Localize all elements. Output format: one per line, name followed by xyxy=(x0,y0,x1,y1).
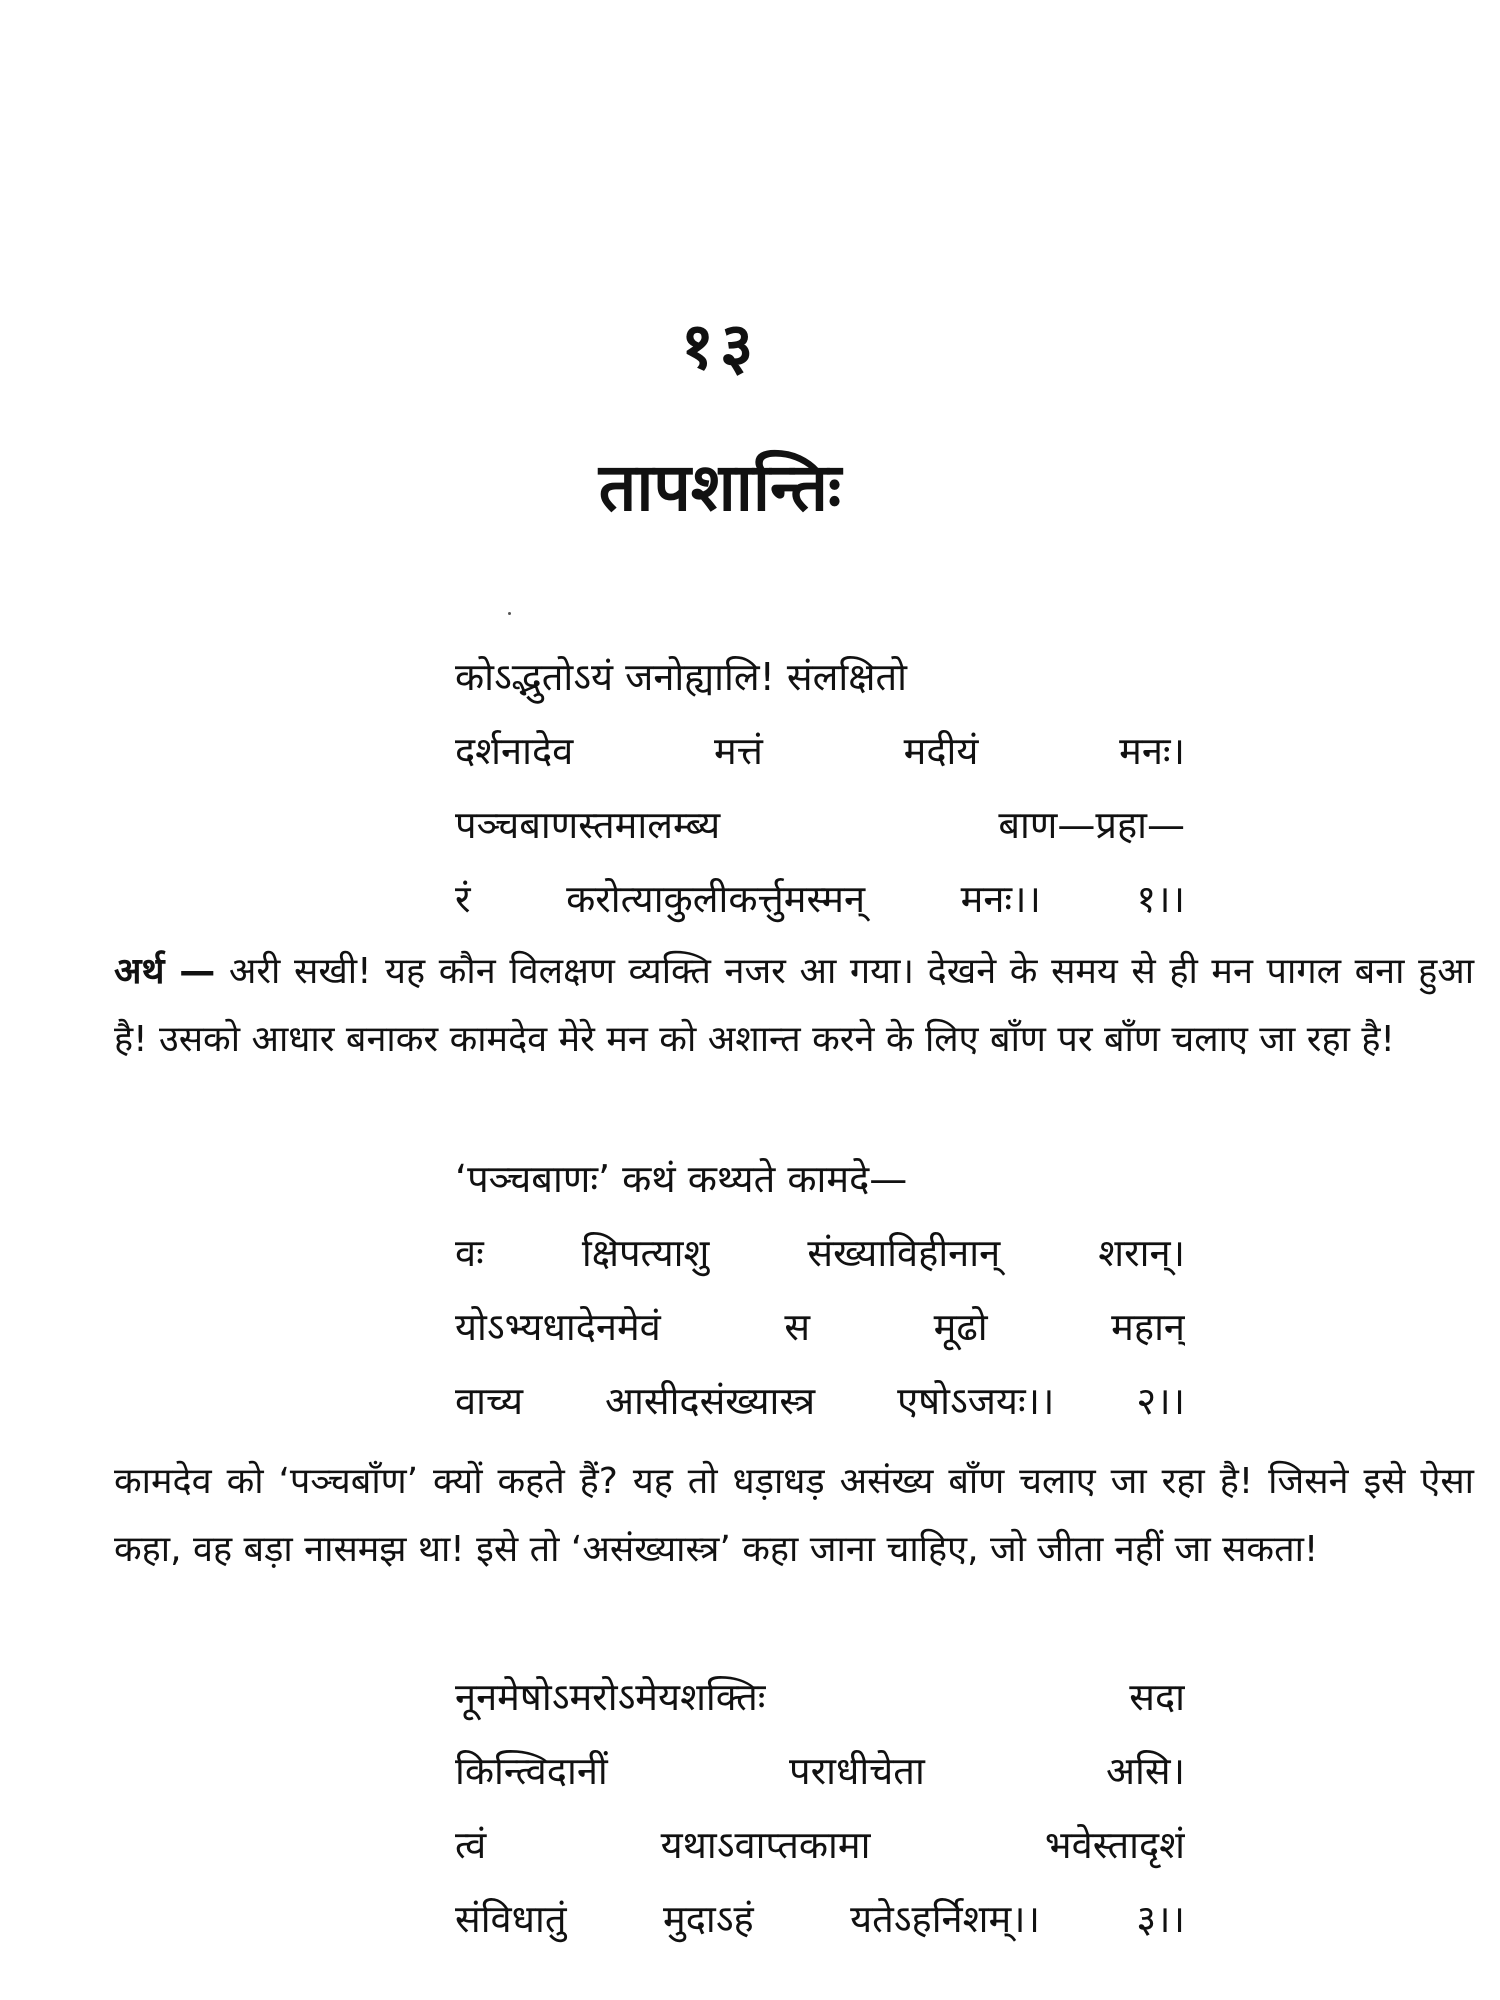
verse-line: रं करोत्याकुलीकर्त्तुमस्मन् मनः।। १।। xyxy=(455,877,1185,921)
meaning-paragraph-2 xyxy=(24,1448,1474,1584)
verse-line: वः क्षिपत्याशु संख्याविहीनान् शरान्। xyxy=(455,1231,1185,1275)
verse-line: संविधातुं मुदाऽहं यतेऽहर्निशम्।। ३।। xyxy=(455,1897,1185,1941)
chapter-number: १३ xyxy=(680,310,760,384)
verse-line: पञ्चबाणस्तमालम्ब्य बाण—प्रहा— xyxy=(455,803,1185,847)
chapter-title: तापशान्तिः xyxy=(598,449,842,526)
verse-line: त्वं यथाऽवाप्तकामा भवेस्तादृशं xyxy=(455,1823,1185,1867)
verse-line: दर्शनादेव मत्तं मदीयं मनः। xyxy=(455,729,1185,773)
verse-line: कोऽद्भुतोऽयं जनोह्यालि! संलक्षितो xyxy=(455,655,907,699)
verse-2 xyxy=(455,1142,1185,1438)
meaning-paragraph-1 xyxy=(24,938,1474,1074)
print-speck xyxy=(508,612,511,615)
verse-line: वाच्य आसीदसंख्यास्त्र एषोऽजयः।। २।। xyxy=(455,1379,1185,1423)
verse-line: ‘पञ्चबाणः’ कथं कथ्यते कामदे— xyxy=(455,1157,908,1201)
meaning-label: अर्थ — xyxy=(114,951,216,992)
verse-line: नूनमेषोऽमरोऽमेयशक्तिः सदा xyxy=(455,1675,1185,1719)
meaning-text: कामदेव को ‘पञ्चबाँण’ क्यों कहते हैं? यह तो धड़ाधड़ असंख्य बाँण चलाए जा रहा है! जिसने इसे ऐसा कहा, वह बड़ा नासमझ था! इसे तो ‘असंख्यास्त्र’ कहा जाना चाहिए, जो जीता नहीं जा सकता! xyxy=(114,1461,1474,1570)
verse-1 xyxy=(455,640,1185,936)
verse-line: योऽभ्यधादेनमेवं स मूढो महान् xyxy=(455,1305,1185,1349)
verse-3 xyxy=(455,1660,1185,1956)
verse-line: किन्त्विदानीं पराधीचेता असि। xyxy=(455,1749,1185,1793)
meaning-text: अरी सखी! यह कौन विलक्षण व्यक्ति नजर आ गया। देखने के समय से ही मन पागल बना हुआ है! उसको आधार बनाकर कामदेव मेरे मन को अशान्त करने के लिए बाँण पर बाँण चलाए जा रहा है! xyxy=(114,951,1474,1060)
